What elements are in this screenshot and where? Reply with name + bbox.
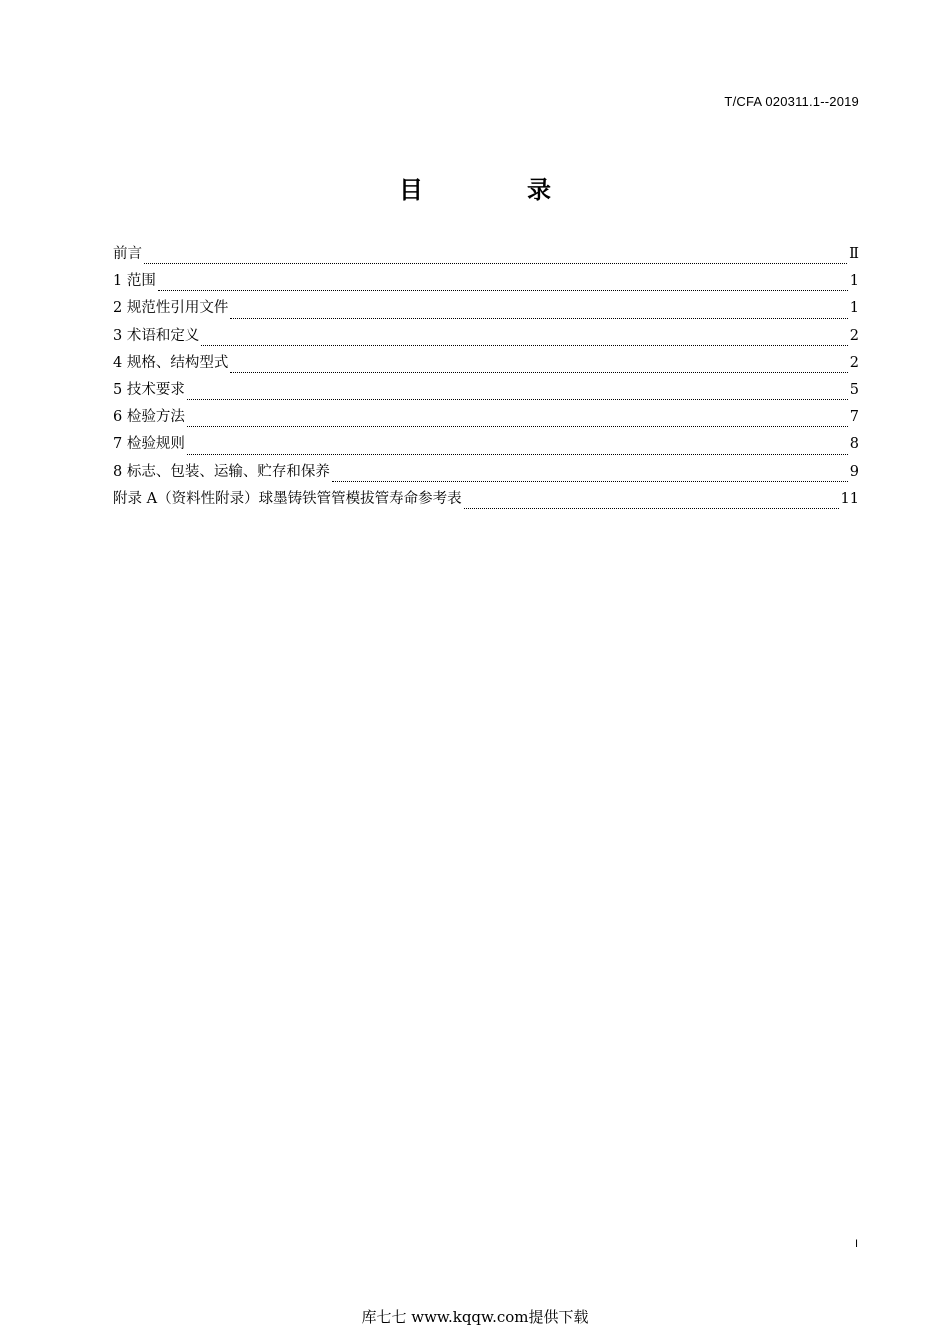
toc-entry-label: 2 规范性引用文件 (113, 300, 229, 317)
toc-entry[interactable] (113, 269, 859, 296)
toc-entry-page: 1 (849, 300, 859, 317)
toc-entry[interactable] (113, 405, 859, 432)
toc-entry-label: 4 规格、结构型式 (113, 354, 229, 371)
toc-leader (187, 454, 848, 455)
toc-entry-page: 9 (849, 463, 859, 480)
toc-entry[interactable] (113, 324, 859, 351)
toc-title: 目 录 (399, 176, 591, 204)
toc-entry-page: Ⅱ (849, 246, 859, 262)
toc-entry-label: 7 检验规则 (113, 436, 185, 453)
toc-leader (158, 290, 848, 291)
toc-entry[interactable] (113, 378, 859, 405)
footer-watermark: 库七七 www.kqqw.com提供下载 (361, 1308, 589, 1326)
toc-entry-label: 1 范围 (113, 273, 156, 290)
toc-entry-label: 5 技术要求 (113, 381, 185, 398)
toc-entry-page: 11 (840, 490, 859, 507)
page-number: I (854, 1238, 858, 1250)
toc-entry-label: 8 标志、包装、运输、贮存和保养 (113, 463, 330, 480)
toc-leader (332, 481, 848, 482)
toc-entry-page: 7 (849, 409, 859, 426)
toc-entry-page: 5 (849, 381, 859, 398)
toc-entry[interactable] (113, 351, 859, 378)
toc-entry-page: 8 (849, 436, 859, 453)
toc-entry-label: 3 术语和定义 (113, 327, 200, 344)
toc-entry[interactable] (113, 432, 859, 459)
document-code: T/CFA 020311.1--2019 (724, 94, 859, 109)
toc-entry-page: 2 (849, 327, 859, 344)
toc-entry-page: 2 (849, 354, 859, 371)
toc-entry[interactable] (113, 242, 859, 269)
toc-leader (201, 345, 847, 346)
toc-leader (464, 508, 839, 509)
toc-leader (187, 399, 848, 400)
toc-leader (144, 263, 847, 264)
toc-leader (230, 372, 847, 373)
toc-entry[interactable] (113, 460, 859, 487)
toc-leader (230, 318, 847, 319)
toc-entry-label: 6 检验方法 (113, 409, 185, 426)
toc-leader (187, 426, 848, 427)
toc-entry-label: 前言 (113, 246, 142, 262)
toc-entry[interactable] (113, 487, 859, 514)
toc-entry-label: 附录 A（资料性附录）球墨铸铁管管模拔管寿命参考表 (113, 490, 462, 507)
toc-entry-page: 1 (849, 273, 859, 290)
table-of-contents (113, 242, 859, 514)
toc-entry[interactable] (113, 296, 859, 323)
